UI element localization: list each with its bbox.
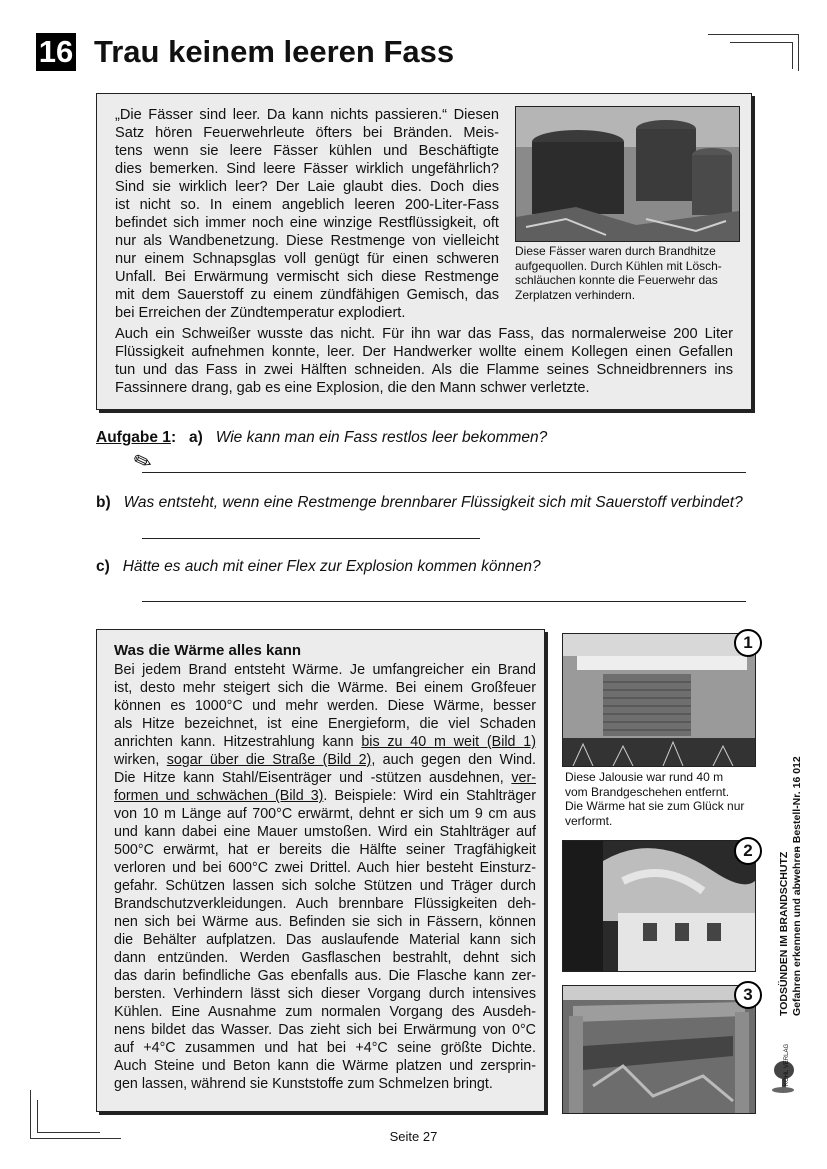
text-line: Flüssigkeit aufnehmen konnte, leer. Der Handwerker wollte einem Kollegen einen Gefallen: [115, 344, 733, 360]
answer-line-b[interactable]: [142, 538, 480, 539]
task-a: Aufgabe 1: a) Wie kann man ein Fass restlos leer bekommen?: [96, 429, 548, 446]
publisher-logo-icon: [770, 1058, 796, 1096]
text-line: die Behälter aufplatzen. Das auslaufende Material kann sich: [114, 932, 536, 948]
sidebar-order-number: – Bestell-Nr. 16 012: [791, 756, 803, 852]
pencil-icon: ✎: [130, 447, 157, 478]
text-line: Auch ein Schweißer wusste das nicht. Für ihn war das Fass, das normalerweise 200 Liter: [115, 326, 733, 342]
caption-line: Die Wärme hat sie zum Glück nur: [565, 799, 745, 814]
text-line: gefahr. Schützen lassen sich solche Stützen und Träger durch: [114, 878, 536, 894]
text-line: Satz hören Feuerwehrleute öfters bei Bränden. Meis-: [115, 125, 499, 141]
text-line: Auch Steine und Beton kann die Wärme platzen und zersprin-: [114, 1058, 536, 1074]
photo-1: [562, 633, 756, 767]
photo-2: [562, 840, 756, 972]
barrels-image: [516, 107, 739, 241]
caption-line: aufgequollen. Durch Kühlen mit Lösch-: [515, 258, 722, 273]
text-line: dann entzünden. Werden Gasflaschen bestrahlt, dehnt sich: [114, 950, 536, 966]
photo-2-badge: 2: [734, 837, 762, 865]
text-line: und kann dabei eine Mauer umstoßen. Wird ein Stahlträger auf: [114, 824, 536, 840]
text-line: wirken, sogar über die Straße (Bild 2), auch gegen den Wind.: [114, 752, 536, 768]
text-line: Die Hitze kann Stahl/Eisenträger und -stützen ausdehnen, ver-: [114, 770, 536, 786]
barrels-caption: [515, 244, 745, 302]
text-line: verloren und bei 600°C zwei Drittel. Auch hier besteht Einsturz-: [114, 860, 536, 876]
text-line: Brandschutzverkleidungen. Auch brennbare Flüssigkeiten deh-: [114, 896, 536, 912]
photo-1-badge: 1: [734, 629, 762, 657]
text-line: nur einem Schnapsglas voll genügt für einen schweren: [115, 251, 499, 267]
text-line: bersten. Verhindern lässt sich dieser Vorgang durch intensives: [114, 986, 536, 1002]
text-line: 500°C erwärmt, hat er bereits die Hälfte seiner Tragfähigkeit: [114, 842, 536, 858]
text-line: tun und das Fass in zwei Hälften schneiden. Als die Flamme seines Schneidbrenners ins: [115, 362, 733, 378]
photo-3: [562, 985, 756, 1114]
caption-line: schläuchen konnte die Feuerwehr das: [515, 273, 718, 288]
text-line: befindet sich immer noch eine winzige Restflüssigkeit, oft: [115, 215, 499, 231]
page-number: Seite 27: [389, 1129, 438, 1144]
text-line: anrichten kann. Hitzestrahlung kann bis zu 40 m weit (Bild 1): [114, 734, 536, 750]
caption-line: vom Brandgeschehen entfernt.: [565, 784, 730, 799]
corner-decoration-top-right-inner: [730, 42, 793, 69]
text-line: dies bemerken. Sind leere Fässer wirklich ungefährlich?: [115, 161, 499, 177]
task-heading: Aufgabe 1: [96, 429, 171, 446]
text-line: als Hitze bezeichnet, ist eine Energieform, die viel Schaden: [114, 716, 536, 732]
text-line: nur als Wandbenetzung. Diese Restmenge von vielleicht: [115, 233, 499, 249]
text-line: bei Erreichen der Zündtemperatur explodiert.: [115, 305, 406, 321]
intro-paragraph-1: [115, 106, 499, 322]
text-line: können es 1000°C und mehr werden. Diese Wärme, besser: [114, 698, 536, 714]
text-line: mit dem Sauerstoff zu einem zündfähigen Gemisch, das: [115, 287, 499, 303]
caption-line: Diese Jalousie war rund 40 m: [565, 770, 724, 784]
photo-3-badge: 3: [734, 981, 762, 1009]
task-b: [96, 493, 743, 513]
barrels-photo: [515, 106, 740, 242]
text-line: tens wenn sie leere Fässer kühlen und Beschäftigte: [115, 143, 499, 159]
caption-line: Diese Fässer waren durch Brandhitze: [515, 244, 716, 258]
text-line: ist, desto mehr steigert sich die Wärme. Bei einem Großfeuer: [114, 680, 536, 696]
heat-paragraph: [114, 661, 536, 1093]
text-line: Kühlen. Eine Ausnahme zum normalen Vorgang des Ausdeh-: [114, 1004, 536, 1020]
publisher-name: KOHL VERLAG: [784, 1043, 790, 1086]
heat-text-box: [96, 629, 545, 1112]
intro-text-box: [96, 93, 752, 410]
task-b-label: b): [96, 494, 111, 511]
chapter-number: 16: [36, 33, 76, 71]
steel-beam-image: [563, 986, 755, 1113]
text-line: Unfall. Bei Erwärmung vermischt sich diese Restmenge: [115, 269, 499, 285]
task-c-question: Hätte es auch mit einer Flex zur Explosion kommen können?: [122, 558, 541, 575]
answer-line-a[interactable]: [142, 472, 746, 473]
sidebar-subtitle: Gefahren erkennen und abwehren: [791, 846, 803, 1016]
heat-heading: Was die Wärme alles kann: [114, 642, 302, 659]
fire-image: [563, 841, 755, 971]
text-line: das darin befindliche Gas ebenfalls aus. Die Flasche kann zer-: [114, 968, 536, 984]
photo-1-caption: [565, 770, 760, 828]
text-line: nen sich bei Wärme aus. Befinden sie sich in Fässern, können: [114, 914, 536, 930]
task-c: [96, 557, 541, 577]
text-line: formen und schwächen (Bild 3). Beispiele: Wird ein Stahlträger: [114, 788, 537, 804]
caption-line: Zerplatzen verhindern.: [515, 287, 636, 302]
caption-line: verformt.: [565, 813, 613, 828]
intro-paragraph-2: [115, 325, 733, 397]
task-a-label: a): [189, 429, 203, 446]
publisher-logo: [770, 1058, 796, 1096]
text-line: Fassinnere drang, gab es eine Explosion, die den Mann schwer verletzte.: [115, 380, 590, 396]
task-c-label: c): [96, 558, 110, 575]
sidebar-series-title: TODSÜNDEN IM BRANDSCHUTZ: [778, 851, 790, 1016]
jalousie-image: [563, 634, 755, 766]
text-line: nens bildet das Wasser. Das zieht sich bei Erwärmung von 0°C: [114, 1022, 536, 1038]
answer-line-c[interactable]: [142, 601, 746, 602]
task-b-question: Was entsteht, wenn eine Restmenge brennbarer Flüssigkeit sich mit Sauerstoff verbindet?: [123, 494, 743, 511]
page-title: Trau keinem leeren Fass: [94, 34, 455, 69]
text-line: ist nicht so. In einem angeblich leeren 200-Liter-Fass: [115, 197, 499, 213]
task-a-question: Wie kann man ein Fass restlos leer bekommen?: [215, 429, 548, 446]
text-line: Sind sie wirklich leer? Der Laie glaubt dies. Doch dies: [115, 179, 499, 195]
text-line: von 10 m Länge auf 700°C erwärmt, dehnt er sich um 9 cm aus: [114, 806, 536, 822]
text-line: Bei jedem Brand entsteht Wärme. Je umfangreicher ein Brand: [114, 662, 536, 678]
text-line: gen lassen, während sie Kunststoffe zum Schmelzen bringt.: [114, 1076, 493, 1092]
text-line: „Die Fässer sind leer. Da kann nichts passieren.“ Diesen: [115, 107, 499, 123]
text-line: auf +4°C zusammen und hat bei +4°C seine größte Dichte.: [114, 1040, 536, 1056]
